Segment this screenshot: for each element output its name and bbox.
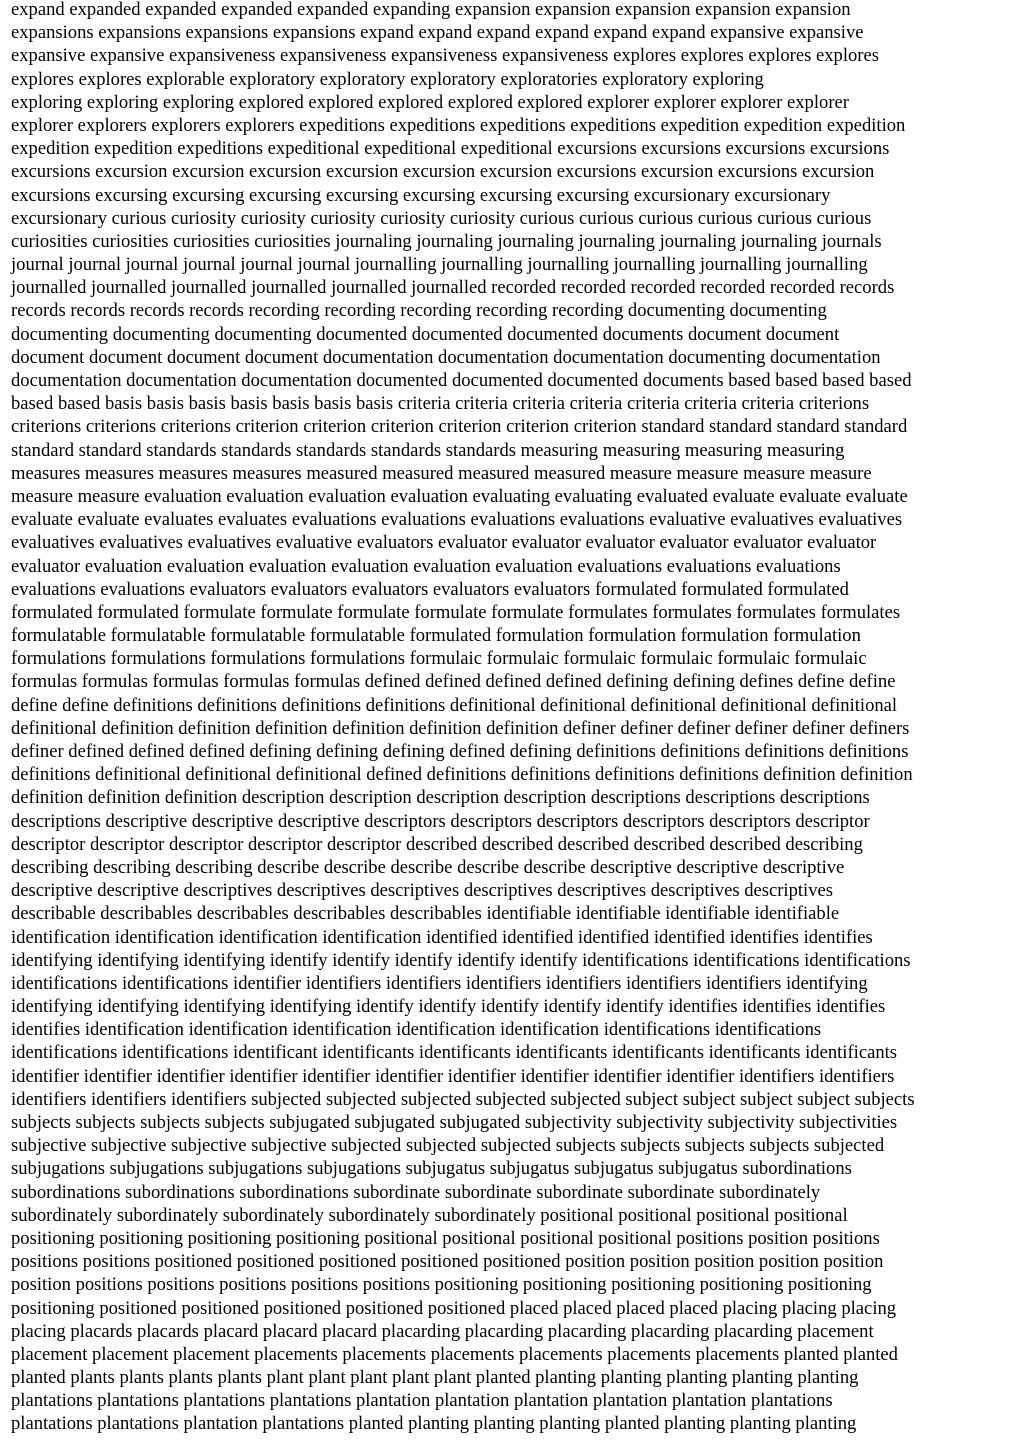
text-line: expansive expansive expansiveness expansiveness expansiveness expansiveness explores explores explores explores (11, 45, 879, 67)
text-line: identifications identifications identificant identificants identificants identificants identificants identificants identificants (11, 1042, 898, 1064)
text-line: identifier identifier identifier identifier identifier identifier identifier identifier identifier identifier identifiers identifiers (11, 1065, 895, 1087)
text-line: expansions expansions expansions expansions expand expand expand expand expand expand expansive expansive (11, 22, 864, 44)
text-line: placement placement placement placements placements placements placements placements placements planted planted (11, 1343, 898, 1365)
text-line: evaluatives evaluatives evaluatives evaluative evaluators evaluator evaluator evaluator evaluator evaluator evaluator (11, 532, 877, 554)
text-line: documentation documentation documentation documented documented documented documents based based based based (11, 370, 912, 391)
text-line: excursionary curious curiosity curiosity curiosity curiosity curiosity curious curious curious curious curious curious (11, 207, 872, 229)
word-list-text (11, 0, 1019, 1436)
text-line: exploring exploring exploring explored explored explored explored explored explorer explorer explorer explorer (11, 91, 849, 113)
text-line: formulations formulations formulations formulations formulaic formulaic formulaic formulaic formulaic formulaic (11, 648, 867, 670)
text-line: define define definitions definitions definitions definitions definitional definitional definitional definitional definitional (11, 694, 898, 716)
text-line: position positions positions positions positions positions positioning positioning positioning positioning positioning (11, 1274, 872, 1296)
text-line: subjugations subjugations subjugations subjugations subjugatus subjugatus subjugatus subjugatus subordinations (11, 1158, 852, 1180)
text-line: formulatable formulatable formulatable formulatable formulated formulation formulation formulation formulation (11, 625, 861, 647)
text-line: plantations plantations plantations plantations plantation plantation plantation plantation plantation plantations (11, 1390, 833, 1412)
text-line: identifying identifying identifying identifying identify identify identify identify identify identifies identifies identifies (11, 996, 886, 1018)
text-line: criterions criterions criterions criterion criterion criterion criterion criterion criterion standard standard standard standard (11, 416, 908, 438)
text-line: subjective subjective subjective subjective subjected subjected subjected subjects subjects subjects subjects subjected (11, 1135, 885, 1157)
text-line: definition definition definition description description description description descriptions descriptions descriptions (11, 787, 870, 809)
text-line: subordinately subordinately subordinately subordinately subordinately positional positional positional positional (11, 1204, 848, 1226)
text-line: formulated formulated formulate formulate formulate formulate formulate formulates formulates formulates formulates (11, 601, 901, 623)
text-line: document document document document documentation documentation documentation documenting documentation (11, 346, 881, 368)
text-line: based based basis basis basis basis basis basis basis criteria criteria criteria criteria criteria criteria criteria criterions (11, 393, 870, 415)
text-line: records records records records recording recording recording recording recording documenting documenting (11, 300, 827, 322)
text-line: descriptions descriptive descriptive descriptive descriptors descriptors descriptors descriptors descriptors descriptor (11, 810, 870, 832)
text-line: positioning positioning positioning positioning positional positional positional positional positions position positions (11, 1227, 880, 1249)
text-line: expedition expedition expeditions expeditional expeditional expeditional excursions excursions excursions excursions (11, 138, 890, 160)
text-line: identifications identifications identifier identifiers identifiers identifiers identifiers identifiers identifiers identifying (11, 972, 868, 994)
text-line: excursions excursing excursing excursing excursing excursing excursing excursing excursionary excursionary (11, 184, 831, 206)
text-line: plantations plantations plantation plantations planted planting planting planting planted planting planting planting (11, 1413, 857, 1435)
text-line: journal journal journal journal journal journal journalling journalling journalling journalling journalling journalling (11, 254, 868, 276)
text-line: journalled journalled journalled journalled journalled journalled recorded recorded recorded recorded recorded records (11, 277, 895, 299)
text-line: identifying identifying identifying identify identify identify identify identify identifications identifications identifications (11, 949, 911, 971)
text-line: expand expanded expanded expanded expanded expanding expansion expansion expansion expansion expansion (11, 0, 851, 20)
text-line: curiosities curiosities curiosities curiosities journaling journaling journaling journaling journaling journaling journals (11, 230, 882, 252)
text-line: documenting documenting documenting documented documented documented documents document document (11, 323, 840, 345)
text-line: explorer explorers explorers explorers expeditions expeditions expeditions expeditions expedition expedition expedition (11, 114, 906, 136)
text-line: identification identification identification identification identified identified identified identified identifies identifies (11, 926, 873, 948)
text-line: evaluate evaluate evaluates evaluates evaluations evaluations evaluations evaluations evaluative evaluatives evaluatives (11, 509, 903, 531)
text-line: measures measures measures measures measured measured measured measured measure measure measure measure (11, 462, 872, 484)
text-line: standard standard standards standards standards standards standards measuring measuring measuring measuring (11, 439, 845, 461)
text-line: definer defined defined defined defining defining defining defined defining definitions definitions definitions definitions (11, 741, 909, 762)
text-line: identifies identification identification identification identification identification identifications identifications (11, 1019, 822, 1041)
text-line: definitional definition definition definition definition definition definition definer definer definer definer definer definers (11, 717, 910, 739)
text-line: subjects subjects subjects subjects subjugated subjugated subjugated subjectivity subjectivity subjectivity subjectivities (11, 1112, 898, 1133)
text-line: explores explores explorable exploratory exploratory exploratory exploratories exploratory exploring (11, 68, 764, 90)
text-line: definitions definitional definitional definitional defined definitions definitions definitions definitions definition definition (11, 764, 913, 786)
text-line: evaluations evaluations evaluators evaluators evaluators evaluators evaluators formulated formulated formulated (11, 578, 849, 600)
text-line: evaluator evaluation evaluation evaluation evaluation evaluation evaluation evaluations evaluations evaluations (11, 555, 841, 577)
text-line: planted plants plants plants plants plant plant plant plant plant planted planting planting planting planting planting (11, 1367, 859, 1389)
text-line: descriptor descriptor descriptor descriptor descriptor described described described described described describing (11, 833, 863, 855)
text-line: describable describables describables describables describables identifiable identifiable identifiable identifiable (11, 903, 840, 925)
text-line: identifiers identifiers identifiers subjected subjected subjected subjected subjected subject subject subject subject subjects (11, 1088, 915, 1110)
text-line: positioning positioned positioned positioned positioned positioned placed placed placed placed placing placing placing (11, 1297, 897, 1319)
text-line: formulas formulas formulas formulas formulas defined defined defined defined defining defining defines define define (11, 671, 896, 693)
text-line: placing placards placards placard placard placard placarding placarding placarding placarding placarding placement (11, 1320, 874, 1342)
text-line: descriptive descriptive descriptives descriptives descriptives descriptives descriptives descriptives descriptives (11, 880, 834, 902)
text-line: describing describing describing describe describe describe describe describe descriptive descriptive descriptive (11, 856, 845, 878)
text-line: excursions excursion excursion excursion excursion excursion excursion excursions excursion excursions excursion (11, 161, 875, 183)
text-line: positions positions positioned positioned positioned positioned positioned position position position position position (11, 1251, 884, 1273)
text-line: subordinations subordinations subordinations subordinate subordinate subordinate subordinate subordinately (11, 1181, 821, 1203)
text-line: measure measure evaluation evaluation evaluation evaluation evaluating evaluating evaluated evaluate evaluate evaluate (11, 485, 908, 507)
